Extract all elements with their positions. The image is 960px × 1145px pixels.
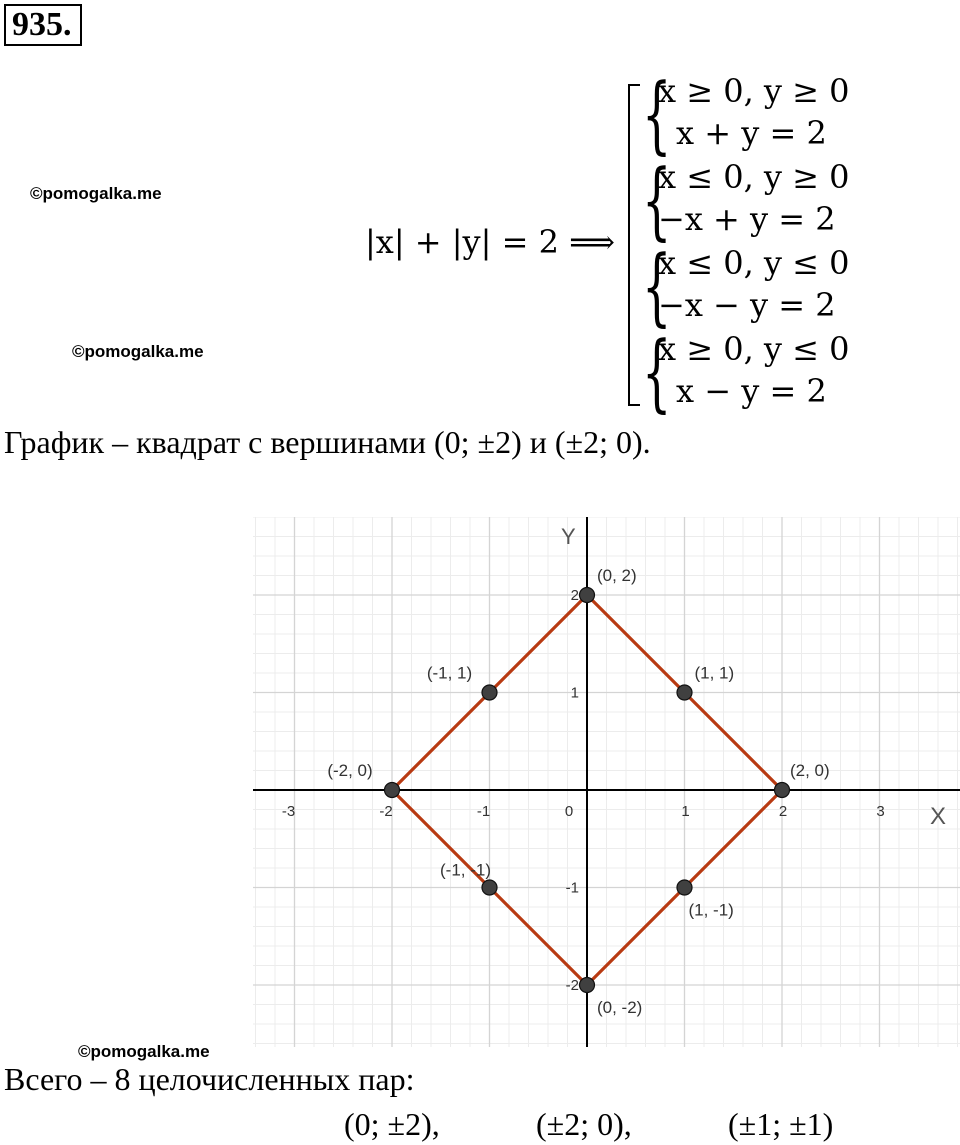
answer-pair: (±2; 0), — [536, 1106, 632, 1142]
system-condition: x ≤ 0, y ≤ 0 — [658, 244, 850, 282]
statement-text: График – квадрат с вершинами (0; ±2) и (±2; 0). — [4, 424, 651, 460]
point-label: (-1, 1) — [426, 663, 473, 683]
watermark: ©pomogalka.me — [30, 184, 162, 203]
x-tick-label: -2 — [379, 803, 393, 820]
y-tick-label: -2 — [565, 977, 579, 994]
equation-lhs: |x| + |y| = 2 ⟹ — [365, 223, 615, 261]
problem-number: 935. — [4, 4, 82, 46]
x-tick-label: 1 — [681, 803, 690, 820]
data-point — [580, 588, 595, 603]
watermark: ©pomogalka.me — [78, 1042, 210, 1061]
watermark: ©pomogalka.me — [72, 342, 204, 361]
data-point — [482, 880, 497, 895]
system-brace: { — [642, 151, 672, 249]
data-point — [775, 783, 790, 798]
y-axis-label: Y — [561, 524, 576, 549]
x-tick-label: 3 — [876, 803, 885, 820]
data-point — [677, 880, 692, 895]
data-point — [385, 783, 400, 798]
system-brace: { — [642, 323, 672, 421]
y-tick-label: 1 — [570, 684, 579, 702]
point-label: (1, -1) — [688, 900, 734, 920]
conclusion-text: Всего – 8 целочисленных пар: — [4, 1061, 415, 1097]
system-equation: x + y = 2 — [676, 114, 827, 152]
x-tick-label: 2 — [778, 803, 788, 820]
system-condition: x ≥ 0, y ≤ 0 — [658, 330, 850, 368]
x-tick-label: -1 — [476, 803, 491, 820]
point-label: (2, 0) — [790, 761, 830, 780]
y-tick-label: -1 — [565, 879, 579, 897]
data-point — [482, 685, 497, 700]
coordinate-graph — [253, 517, 960, 1047]
answer-pair: (0; ±2), — [344, 1106, 440, 1142]
system-equation: −x + y = 2 — [658, 200, 836, 238]
system-brace: { — [642, 237, 672, 335]
data-point — [677, 685, 692, 700]
system-brace: { — [642, 65, 672, 163]
system-equation: x − y = 2 — [676, 372, 827, 410]
point-label: (0, -2) — [597, 998, 643, 1017]
x-axis-label: X — [930, 803, 947, 830]
system-condition: x ≥ 0, y ≥ 0 — [658, 72, 850, 110]
data-point — [580, 978, 595, 993]
system-equation: −x − y = 2 — [658, 286, 836, 324]
x-tick-label: -3 — [281, 803, 296, 820]
y-tick-label: 2 — [570, 587, 579, 604]
x-tick-label: 0 — [564, 803, 574, 820]
union-bracket — [628, 84, 640, 406]
point-label: (0, 2) — [597, 566, 637, 585]
point-label: (1, 1) — [694, 663, 735, 683]
system-condition: x ≤ 0, y ≥ 0 — [658, 158, 850, 196]
point-label: (-1, -1) — [440, 860, 491, 880]
answer-pair: (±1; ±1) — [728, 1106, 834, 1142]
point-label: (-2, 0) — [327, 761, 373, 780]
